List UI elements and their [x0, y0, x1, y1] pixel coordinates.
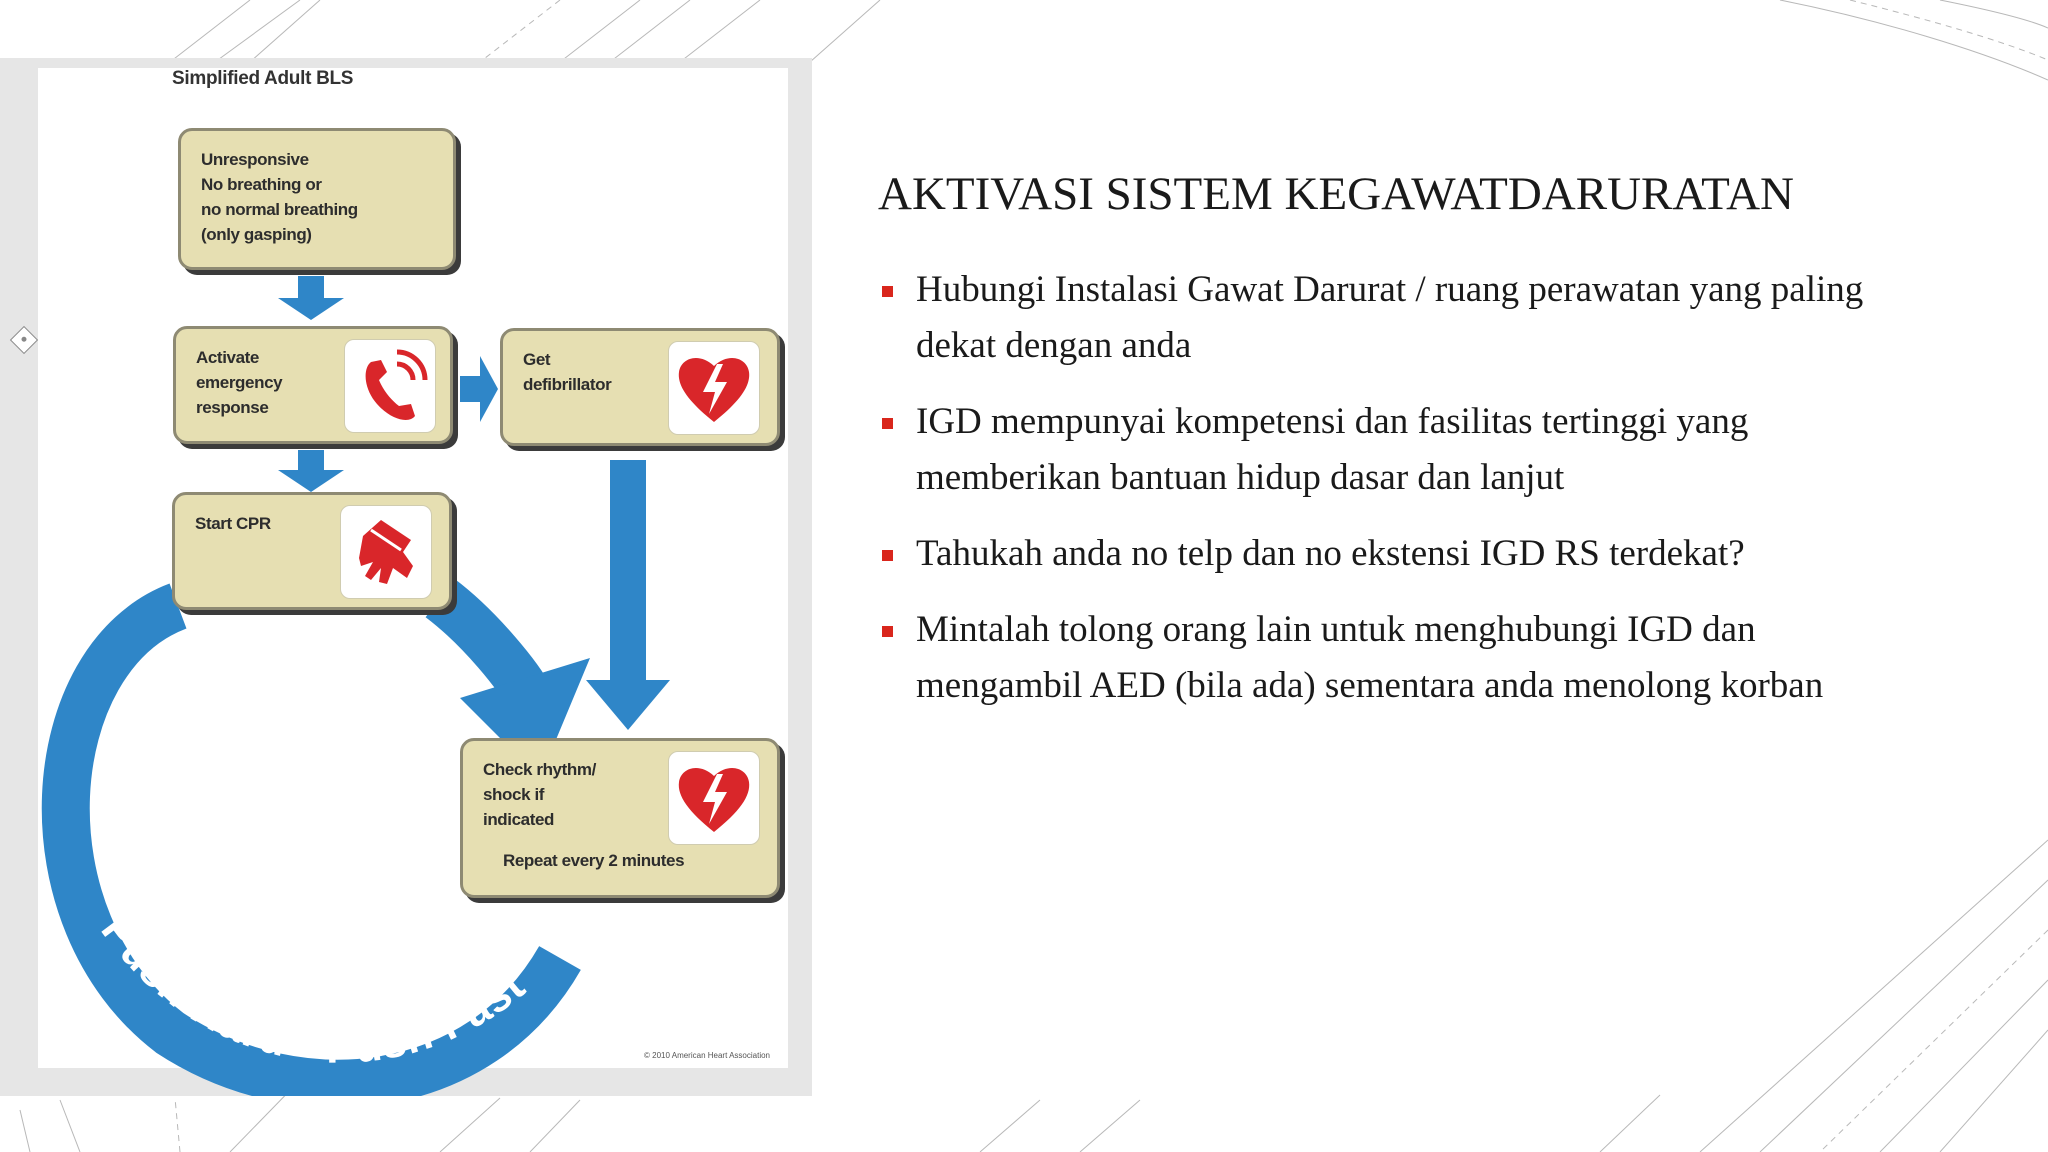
bullet-text: Tahukah anda no telp dan no ekstensi IGD RS terdekat? [916, 533, 1745, 574]
step-check-rhythm [460, 738, 780, 898]
push-hard-push-fast-label: Push Hard • Push Fast [91, 906, 535, 1073]
down-arrow-1 [278, 298, 344, 320]
bullet-marker-icon [882, 626, 893, 637]
step-cpr-text: Start CPR [195, 514, 271, 533]
step-check-text: Check rhythm/ shock if indicated [483, 760, 596, 829]
phone-icon [344, 339, 436, 433]
repeat-note: Repeat every 2 minutes [503, 851, 685, 870]
bullet-text: IGD mempunyai kompetensi dan fasilitas tertinggi yang memberikan bantuan hidup dasar dan lanjut [916, 401, 1749, 498]
bullet-marker-icon [882, 286, 893, 297]
step-activate-text: Activate emergency response [196, 348, 283, 417]
figure-copyright: © 2010 American Heart Association [644, 1051, 770, 1060]
step-start-cpr [172, 492, 452, 610]
bullet-item [878, 526, 1898, 582]
heart-defibrillator-icon [668, 341, 760, 435]
bullet-marker-icon [882, 418, 893, 429]
defib-down-arrow [586, 680, 670, 730]
right-arrow [480, 356, 498, 422]
slide-heading: AKTIVASI SISTEM KEGAWATDARURATAN [878, 168, 1794, 220]
step-unresponsive [178, 128, 456, 270]
bullet-text: Hubungi Instalasi Gawat Darurat / ruang perawatan yang paling dekat dengan anda [916, 269, 1864, 366]
cpr-hands-icon [340, 505, 432, 599]
heart-defibrillator-icon-2 [668, 751, 760, 845]
bullet-list [878, 262, 1898, 734]
step-unresponsive-text: Unresponsive No breathing or no normal breathing (only gasping) [201, 150, 358, 244]
bullet-marker-icon [882, 550, 893, 561]
bls-figure-title: Simplified Adult BLS [172, 68, 354, 89]
bullet-item [878, 394, 1898, 506]
bullet-item [878, 602, 1898, 714]
bullet-item [878, 262, 1898, 374]
step-activate-emergency [173, 326, 453, 444]
bls-figure [0, 58, 812, 1096]
step-defib-text: Get defibrillator [523, 350, 612, 394]
down-arrow-2 [278, 470, 344, 492]
step-get-defibrillator [500, 328, 780, 446]
bullet-text: Mintalah tolong orang lain untuk menghubungi IGD dan mengambil AED (bila ada) sementara anda menolong korban [916, 609, 1824, 706]
